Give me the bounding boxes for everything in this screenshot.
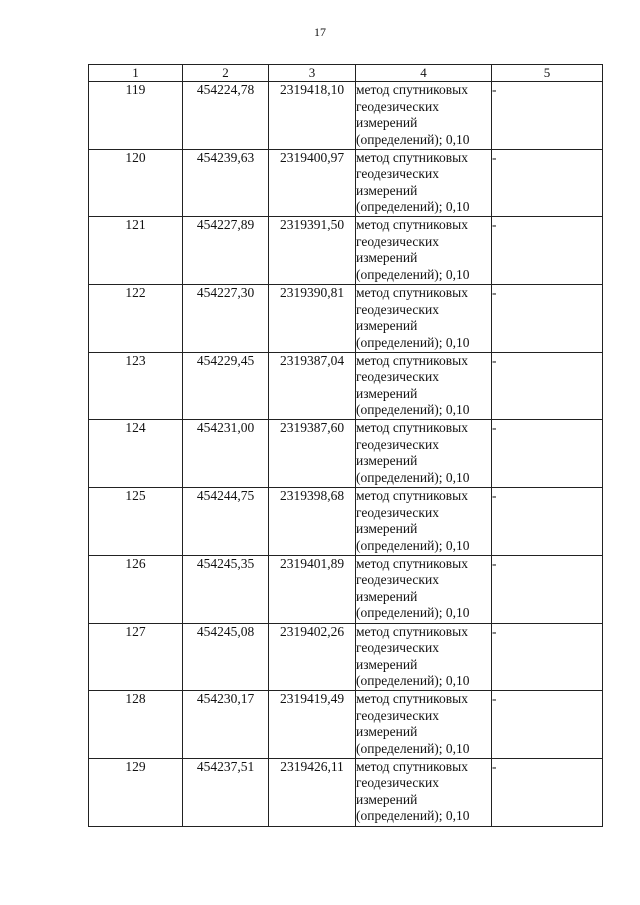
coordinate-y-cell: 2319402,26 [269, 623, 356, 691]
coordinate-x-cell: 454229,45 [183, 352, 269, 420]
coordinate-x-cell: 454237,51 [183, 758, 269, 826]
point-number-cell: 122 [89, 285, 183, 353]
coordinate-y-cell: 2319390,81 [269, 285, 356, 353]
point-number-cell: 120 [89, 149, 183, 217]
coordinate-y-cell: 2319400,97 [269, 149, 356, 217]
page-number: 17 [314, 25, 326, 39]
table-row [89, 352, 603, 420]
coordinates-table [88, 64, 603, 827]
method-accuracy-cell: метод спутниковых геодезических измерений (определений); 0,10 [356, 420, 492, 488]
table-row [89, 488, 603, 556]
coordinate-x-cell: 454245,08 [183, 623, 269, 691]
note-cell: - [492, 352, 603, 420]
coordinate-y-cell: 2319418,10 [269, 82, 356, 150]
table-header-row [89, 65, 603, 82]
note-cell: - [492, 488, 603, 556]
point-number-cell: 123 [89, 352, 183, 420]
table-row [89, 758, 603, 826]
method-accuracy-cell: метод спутниковых геодезических измерений (определений); 0,10 [356, 555, 492, 623]
point-number-cell: 121 [89, 217, 183, 285]
coordinate-y-cell: 2319391,50 [269, 217, 356, 285]
method-accuracy-cell: метод спутниковых геодезических измерений (определений); 0,10 [356, 691, 492, 759]
method-accuracy-cell: метод спутниковых геодезических измерений (определений); 0,10 [356, 758, 492, 826]
note-cell: - [492, 82, 603, 150]
method-accuracy-cell: метод спутниковых геодезических измерений (определений); 0,10 [356, 488, 492, 556]
table-row [89, 623, 603, 691]
coordinate-y-cell: 2319419,49 [269, 691, 356, 759]
method-accuracy-cell: метод спутниковых геодезических измерений (определений); 0,10 [356, 352, 492, 420]
note-cell: - [492, 285, 603, 353]
note-cell: - [492, 217, 603, 285]
coordinate-x-cell: 454231,00 [183, 420, 269, 488]
coordinate-x-cell: 454245,35 [183, 555, 269, 623]
point-number-cell: 124 [89, 420, 183, 488]
point-number-cell: 129 [89, 758, 183, 826]
note-cell: - [492, 555, 603, 623]
coordinate-y-cell: 2319426,11 [269, 758, 356, 826]
table-row [89, 420, 603, 488]
note-cell: - [492, 420, 603, 488]
table-row [89, 149, 603, 217]
point-number-cell: 128 [89, 691, 183, 759]
point-number-cell: 125 [89, 488, 183, 556]
method-accuracy-cell: метод спутниковых геодезических измерений (определений); 0,10 [356, 285, 492, 353]
table-row [89, 691, 603, 759]
table-body [89, 82, 603, 827]
coordinate-y-cell: 2319387,04 [269, 352, 356, 420]
point-number-cell: 127 [89, 623, 183, 691]
coordinate-y-cell: 2319398,68 [269, 488, 356, 556]
note-cell: - [492, 758, 603, 826]
coordinate-x-cell: 454230,17 [183, 691, 269, 759]
note-cell: - [492, 623, 603, 691]
header-col-2: 2 [183, 65, 269, 82]
table-row [89, 285, 603, 353]
point-number-cell: 126 [89, 555, 183, 623]
method-accuracy-cell: метод спутниковых геодезических измерений (определений); 0,10 [356, 149, 492, 217]
coordinate-y-cell: 2319401,89 [269, 555, 356, 623]
coordinate-x-cell: 454227,30 [183, 285, 269, 353]
table-row [89, 217, 603, 285]
coordinate-x-cell: 454227,89 [183, 217, 269, 285]
method-accuracy-cell: метод спутниковых геодезических измерений (определений); 0,10 [356, 623, 492, 691]
header-col-4: 4 [356, 65, 492, 82]
header-col-3: 3 [269, 65, 356, 82]
method-accuracy-cell: метод спутниковых геодезических измерений (определений); 0,10 [356, 217, 492, 285]
coordinate-x-cell: 454224,78 [183, 82, 269, 150]
note-cell: - [492, 149, 603, 217]
point-number-cell: 119 [89, 82, 183, 150]
header-col-5: 5 [492, 65, 603, 82]
header-col-1: 1 [89, 65, 183, 82]
table-row [89, 82, 603, 150]
note-cell: - [492, 691, 603, 759]
coordinate-x-cell: 454244,75 [183, 488, 269, 556]
method-accuracy-cell: метод спутниковых геодезических измерений (определений); 0,10 [356, 82, 492, 150]
table-row [89, 555, 603, 623]
coordinate-y-cell: 2319387,60 [269, 420, 356, 488]
coordinate-x-cell: 454239,63 [183, 149, 269, 217]
